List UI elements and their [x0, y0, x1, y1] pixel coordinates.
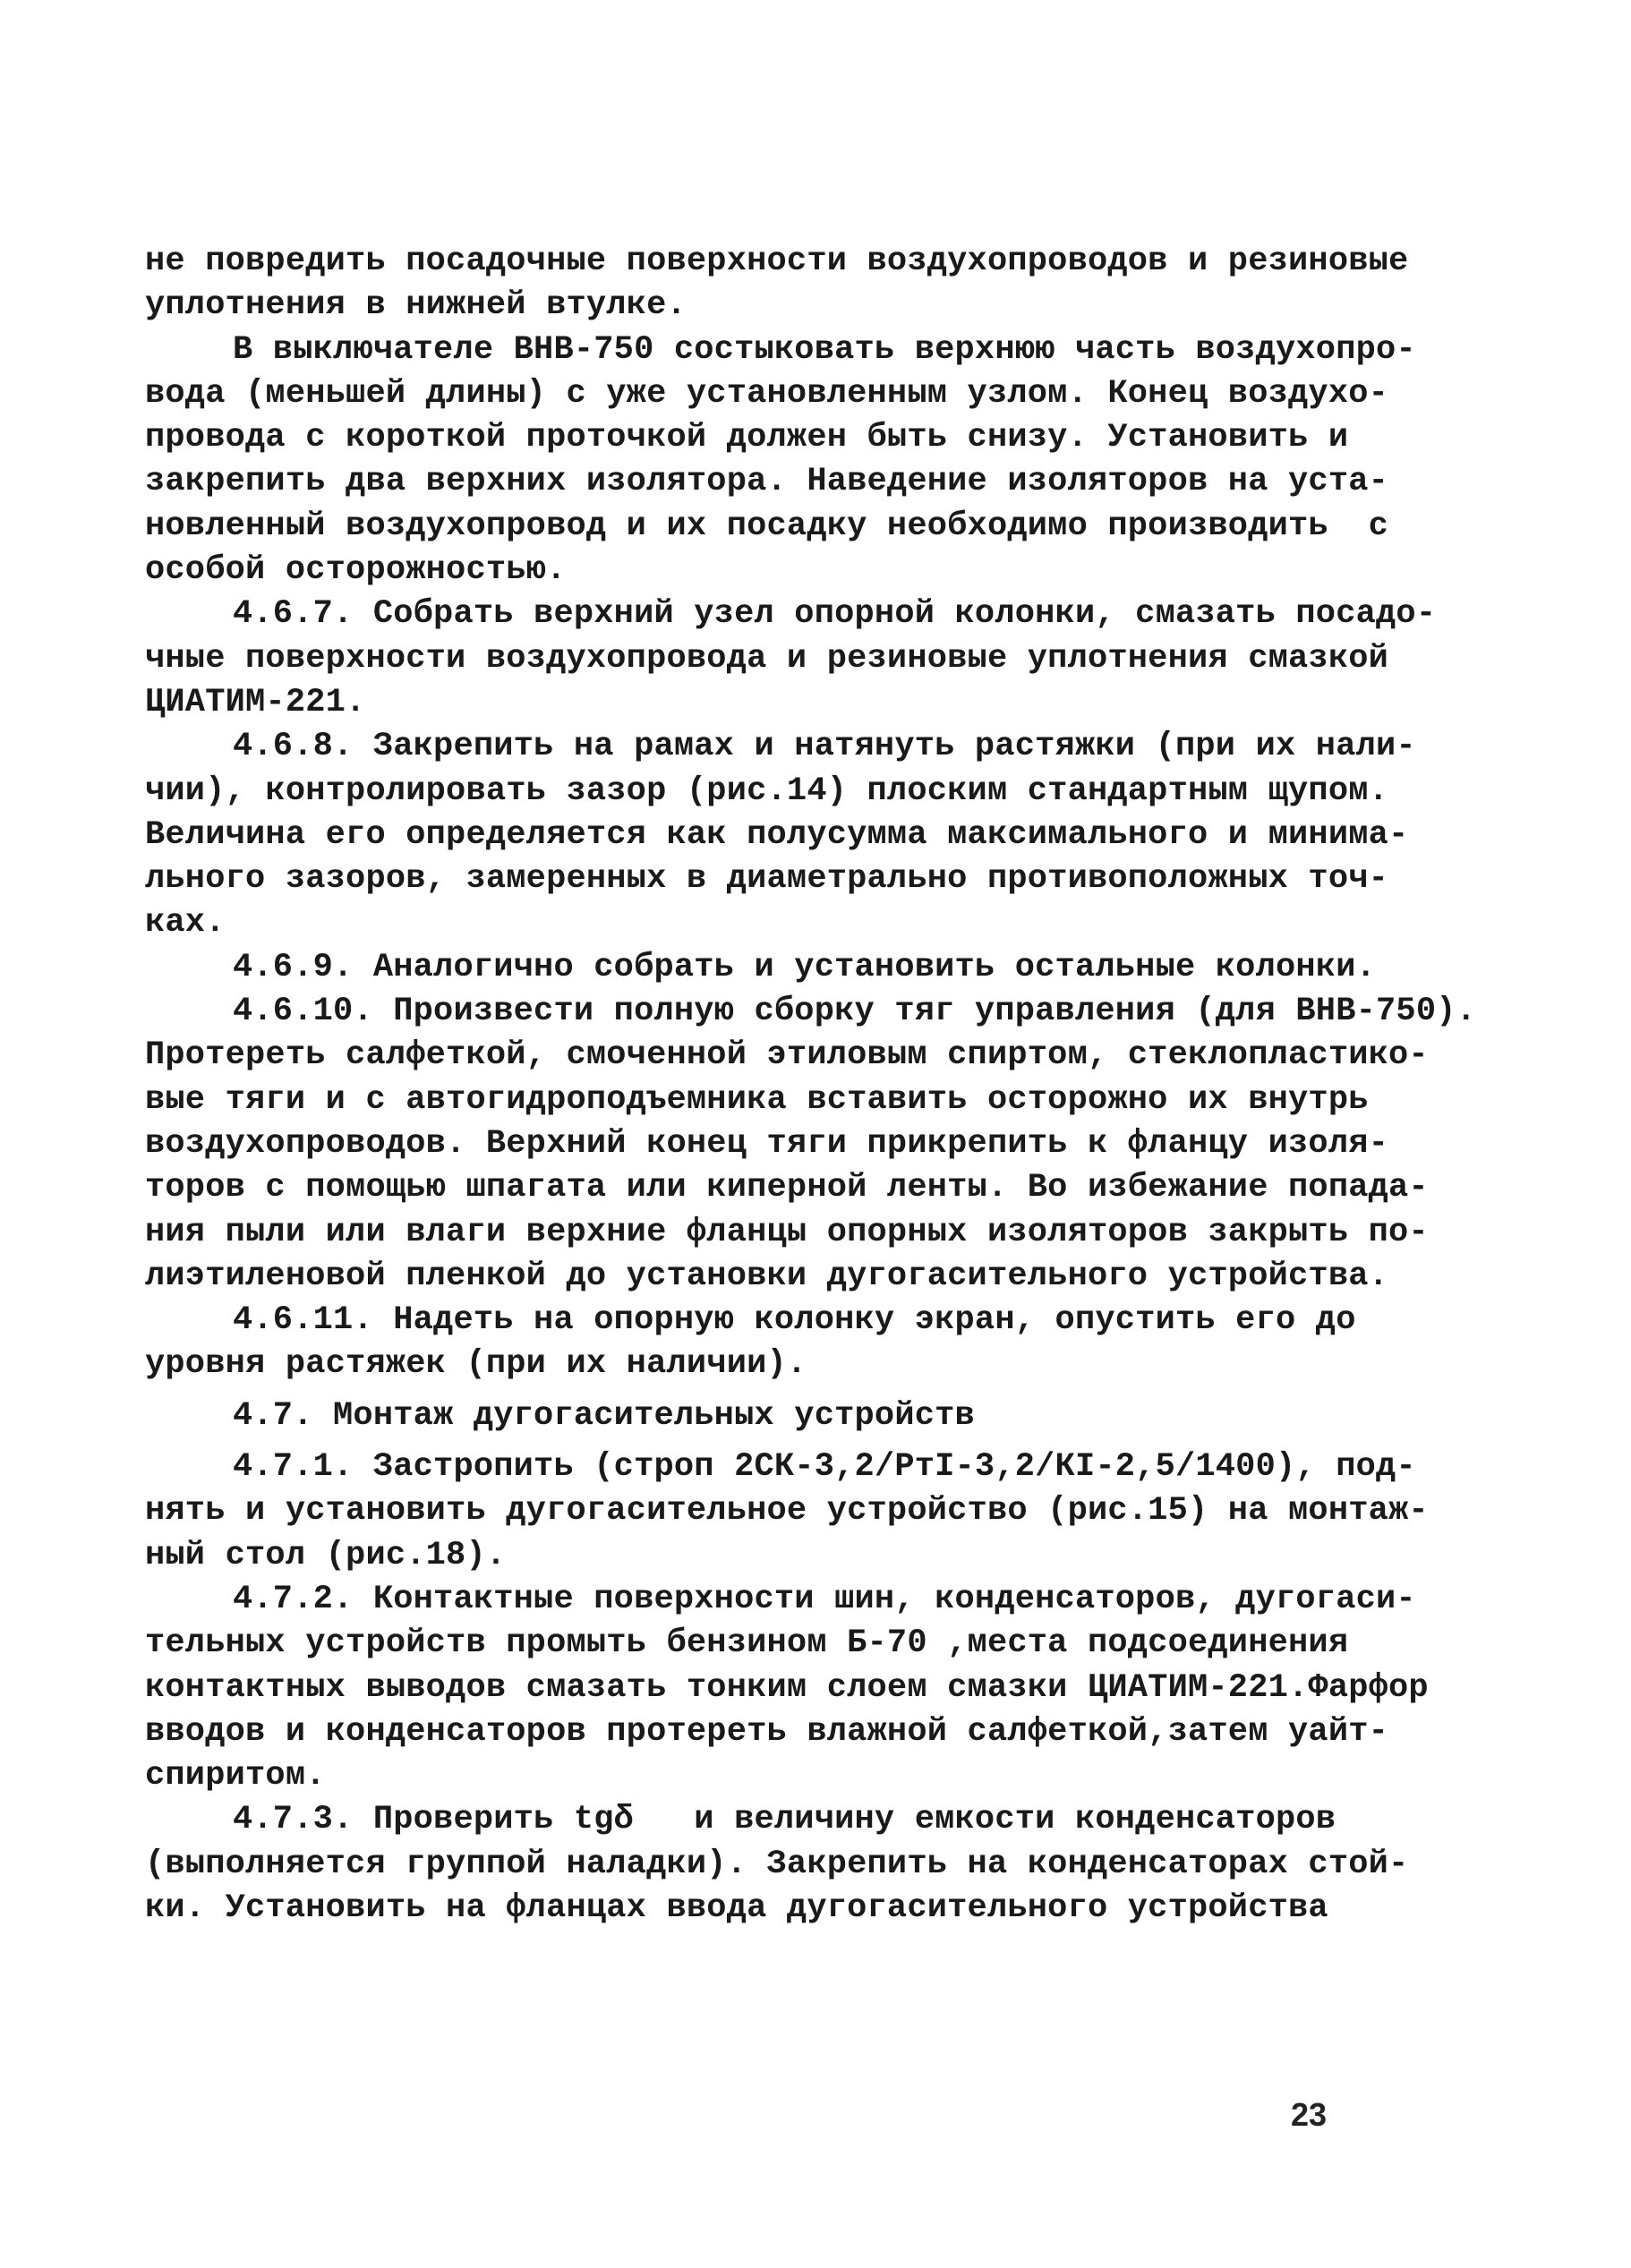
page-number: 23: [1291, 2096, 1328, 2133]
text-line: нять и установить дугогасительное устройство (рис.15) на монтаж-: [145, 1492, 1429, 1530]
text-line: закрепить два верхних изолятора. Наведение изоляторов на уста-: [145, 463, 1389, 501]
section-heading: 4.7. Монтаж дугогасительных устройств: [233, 1396, 975, 1435]
text-line: провода с короткой проточкой должен быть снизу. Установить и: [145, 419, 1349, 457]
text-line: 4.7.2. Контактные поверхности шин, конденсаторов, дугогаси-: [233, 1580, 1416, 1618]
text-line: уплотнения в нижней втулке.: [145, 286, 687, 325]
text-line: 4.6.7. Собрать верхний узел опорной колонки, смазать посадо-: [233, 595, 1437, 634]
text-line: 4.6.11. Надеть на опорную колонку экран, опустить его до: [233, 1301, 1356, 1340]
text-line: 4.6.8. Закрепить на рамах и натянуть растяжки (при их нали-: [233, 728, 1416, 766]
text-line: контактных выводов смазать тонким слоем смазки ЦИАТИМ-221.Фарфор: [145, 1668, 1429, 1707]
text-line: 4.6.10. Произвести полную сборку тяг управления (для ВНВ-750).: [233, 993, 1477, 1031]
text-line: вода (меньшей длины) с уже установленным узлом. Конец воздухо-: [145, 374, 1389, 413]
text-line: не повредить посадочные поверхности воздухопроводов и резиновые: [145, 243, 1409, 280]
text-line: вые тяги и с автогидроподъемника вставить осторожно их внутрь: [145, 1080, 1369, 1119]
text-line: уровня растяжек (при их наличии).: [145, 1345, 807, 1384]
text-line: ЦИАТИМ-221.: [145, 683, 366, 721]
text-line: спиритом.: [145, 1757, 326, 1795]
text-line: ках.: [145, 904, 226, 942]
text-line: (выполняется группой наладки). Закрепить на конденсаторах стой-: [145, 1845, 1409, 1883]
text-line: особой осторожностью.: [145, 551, 567, 590]
text-line: 4.7.1. Застропить (строп 2СК-3,2/РтI-3,2/КI-2,5/1400), под-: [233, 1448, 1416, 1487]
text-line: тельных устройств промыть бензином Б-70 ,места подсоединения: [145, 1624, 1349, 1663]
text-line: новленный воздухопровод и их посадку необходимо производить с: [145, 507, 1389, 545]
text-line: 4.6.9. Аналогично собрать и установить остальные колонки.: [233, 948, 1377, 986]
text-line: лиэтиленовой пленкой до установки дугогасительного устройства.: [145, 1257, 1389, 1295]
text-line: ния пыли или влаги верхние фланцы опорных изоляторов закрыть по-: [145, 1213, 1429, 1251]
text-line: В выключателе ВНВ-750 состыковать верхнюю часть воздухопро-: [233, 330, 1416, 369]
text-line: торов с помощью шпагата или киперной ленты. Во избежание попада-: [145, 1169, 1429, 1207]
text-line: 4.7.3. Проверить tgδ и величину емкости конденсаторов: [233, 1801, 1336, 1839]
text-line: ный стол (рис.18).: [145, 1536, 507, 1574]
text-line: чные поверхности воздухопровода и резиновые уплотнения смазкой: [145, 639, 1389, 678]
text-line: вводов и конденсаторов протереть влажной салфеткой,затем уайт-: [145, 1712, 1389, 1751]
body-text: [145, 240, 1477, 1931]
text-line: воздухопроводов. Верхний конец тяги прикрепить к фланцу изоля-: [145, 1124, 1389, 1163]
text-line: льного зазоров, замеренных в диаметрально противоположных точ-: [145, 860, 1389, 899]
text-line: Величина его определяется как полусумма максимального и минима-: [145, 815, 1409, 854]
text-line: Протереть салфеткой, смоченной этиловым спиртом, стеклопластико-: [145, 1036, 1429, 1075]
text-line: чии), контролировать зазор (рис.14) плоским стандартным щупом.: [145, 772, 1389, 810]
text-line: ки. Установить на фланцах ввода дугогасительного устройства: [145, 1889, 1328, 1927]
